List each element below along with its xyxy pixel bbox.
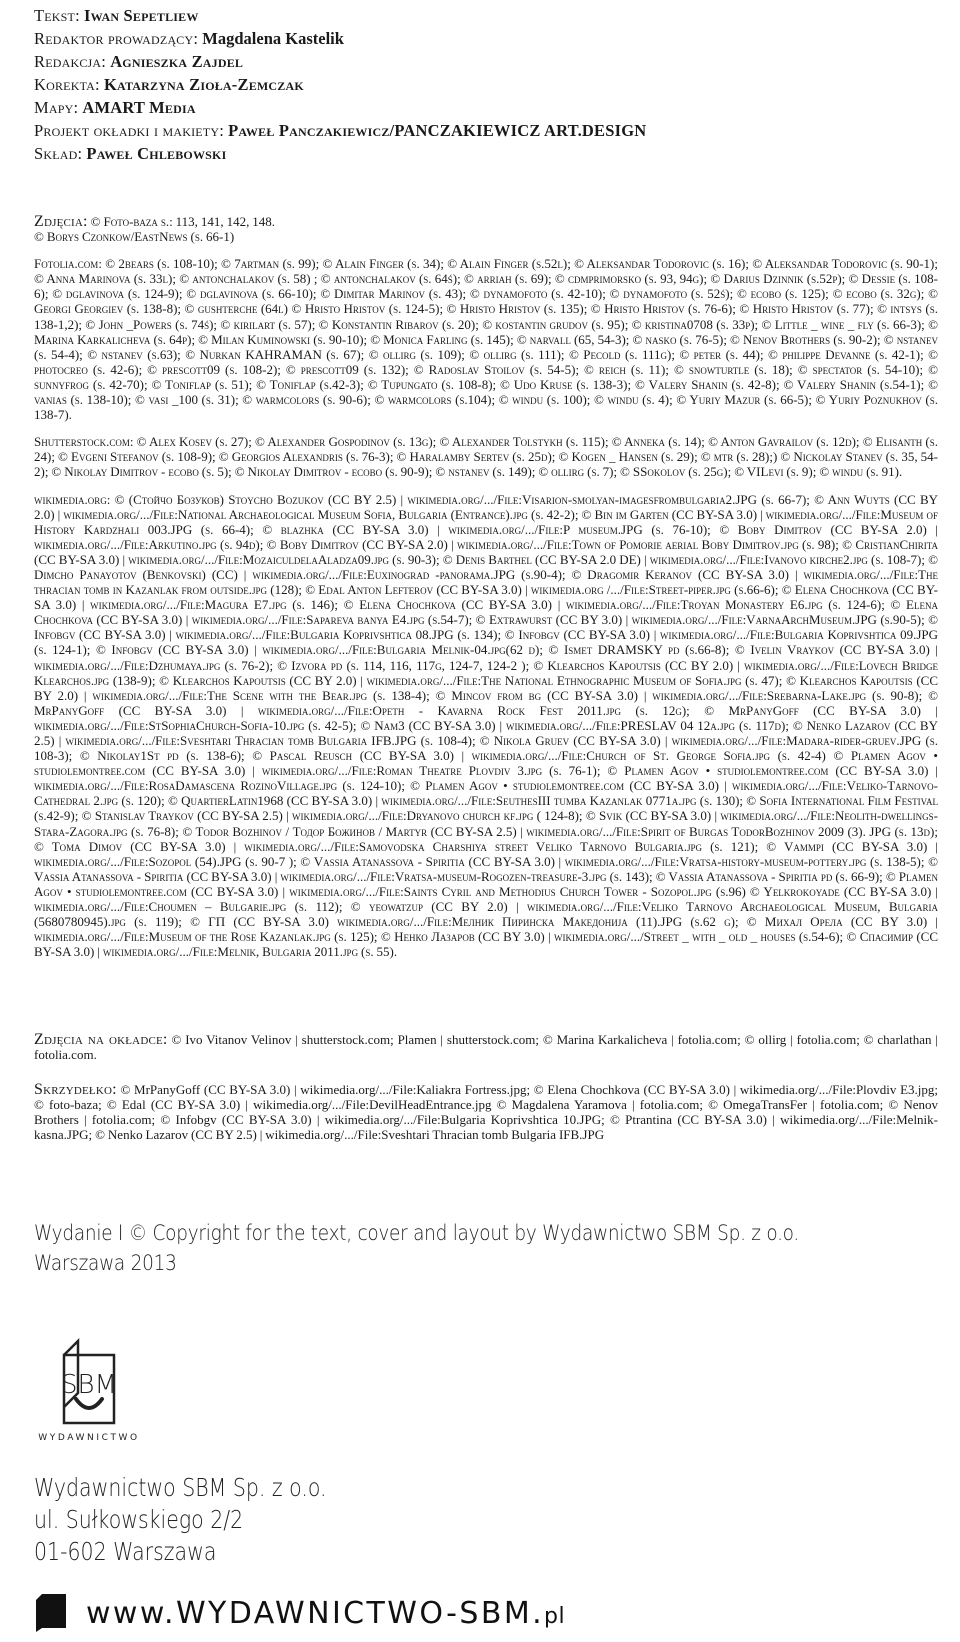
credit-value: Agnieszka Zajdel bbox=[110, 52, 244, 71]
photo-credits-header bbox=[34, 214, 938, 244]
website-url-main: www.WYDAWNICTWO-SBM. bbox=[86, 1596, 545, 1631]
flap-label: Skrzydełko: bbox=[34, 1081, 117, 1098]
credit-label: Projekt okładki i makiety: bbox=[34, 121, 224, 140]
flap-credits bbox=[34, 1082, 938, 1142]
credit-editor bbox=[34, 27, 934, 50]
fotolia-credits: Fotolia.com: © 2bears (s. 108-10); © 7artman (s. 99); © Alain Finger (s. 34); © Alain Finger (s.52l); © Aleksandar Todorovic (s. 16); © Aleksandar Todorovic (s. 90-1); © Anna Marinova (s. 33l); © antonchalakov (s. 58) ; © antonchalakov (s. 64ś); © arriah (s. 69); © cdmprimorsko (s. 93, 94g); © Darius Dzinnik (s.52p); © Dessie (s. 108-6); © dglavinova (s. 124-9); © dglavinova (s. 66-10); © Dimitar Marinov (s. 43); © dynamofoto (s. 42-10); © dynamofoto (s. 52ś); © ecobo (s. 125); © ecobo (s. 32g); © Georgi Georgiev (s. 138-8); © gushterche (64l) © Hristo Hristov (s. 124-5); © Hristo Hristov (s. 135); © Hristo Hristov (s. 76-6); © Hristo Hristov (s. 77); © intsys (s. 138-1,2); © John _Powers (s. 74ś); © kirilart (s. 57); © Konstantin Ribarov (s. 20); © kostantin grudov (s. 95); © kristina0708 (s. 33p); © Little _ wine _ fly (s. 66-3); © Marina Karkalicheva (s. 64p); © Milan Kuminowski (s. 90-10); © Monica Farling (s. 145); © narvall (65, 54-3); © nasko (s. 76-5); © Nenov Brothers (s. 90-2); © nstanev (s. 54-4); © nstanev (s.63); © Nurkan KAHRAMAN (s. 67); © ollirg (s. 109); © ollirg (s. 111); © Pecold (s. 111g); © peter (s. 44); © philippe Devanne (s. 42-1); © photocreo (s. 42-6); © prescott09 (s. 108-2); © prescott09 (s. 132); © Radoslav Stoilov (s. 54-5); © reich (s. 11); © snowturtle (s. 18); © spectator (s. 54-10); © sunnyfrog (s. 42-70); © Toniflap (s. 51); © Toniflap (s.42-3); © Tupungato (s. 108-8); © Udo Kruse (s. 138-3); © Valery Shanin (s. 42-8); © Valery Shanin (s.54-1); © vanias (s. 138-10); © vasi _100 (s. 31); © warmcolors (s. 90-6); © warmcolors (s.104); © windu (s. 100); © windu (s. 4); © Yuriy Mazur (s. 66-5); © Yuriy Poznukhov (s. 138-7). bbox=[34, 256, 938, 423]
credit-label: Korekta: bbox=[34, 75, 100, 94]
cover-photo-credits bbox=[34, 1032, 938, 1062]
website-url[interactable] bbox=[86, 1596, 565, 1631]
credit-value: AMART Media bbox=[82, 98, 196, 117]
credit-label: Redaktor prowadzący: bbox=[34, 29, 199, 48]
credit-proofreading bbox=[34, 73, 934, 96]
book-icon bbox=[34, 1590, 74, 1634]
credit-label: Mapy: bbox=[34, 98, 79, 117]
credit-maps bbox=[34, 96, 934, 119]
fotobaza-credit: © Foto-baza s.: 113, 141, 142, 148. bbox=[90, 214, 276, 229]
publisher-address bbox=[34, 1472, 362, 1568]
street-address: ul. Sułkowskiego 2/2 bbox=[34, 1505, 244, 1534]
flap-text: © MrPanyGoff (CC BY-SA 3.0) | wikimedia.org/.../File:Kaliakra Fortress.jpg; © Elena Chochkova (CC BY-SA 3.0) | wikimedia.org/.../File:Plovdiv E3.jpg; © foto-baza; © Edal (CC BY-SA 3.0) | wikimedia.org/.../File:DevilHeadEntrance.jpg © Magdalena Yaramova | fotolia.com; © OmegaTransFer | fotolia.com; © Nenov Brothers | fotolia.com; © Infobgv (CC BY-SA 3.0) | wikimedia.org/.../File:Bulgaria Koprivshtica 10.JPG; © Ptrantina (CC BY-SA 3.0) | wikimedia.org/.../File:Melnik-kasna.JPG; © Nenko Lazarov (CC BY 2.5) | wikimedia.org/.../File:Sveshtari Thracian tomb Bulgaria IFB.JPG bbox=[34, 1082, 938, 1143]
photo-credits bbox=[34, 214, 938, 959]
logo-mark-text: SBM bbox=[61, 1370, 117, 1400]
cover-photo-label: Zdjęcia na okładce: bbox=[34, 1031, 168, 1048]
credit-typesetting bbox=[34, 142, 934, 165]
sbm-logo-mark bbox=[34, 1337, 146, 1447]
publisher-website[interactable] bbox=[34, 1588, 634, 1636]
credit-label: Skład: bbox=[34, 144, 83, 163]
credit-value: Katarzyna Zioła-Zemczak bbox=[103, 75, 304, 94]
copyright-place-year: Warszawa 2013 bbox=[34, 1251, 177, 1275]
borys-credit: © Borys Czonkow/EastNews (s. 66-1) bbox=[34, 229, 235, 245]
credit-value: Paweł Panczakiewicz/PANCZAKIEWICZ ART.DESIGN bbox=[228, 121, 647, 140]
website-url-tld: pl bbox=[544, 1604, 566, 1629]
credit-label: Redakcja: bbox=[34, 52, 107, 71]
copyright-notice bbox=[34, 1218, 826, 1278]
logo-subtitle: WYDAWNICTWO bbox=[38, 1433, 140, 1443]
publisher-logo bbox=[34, 1337, 146, 1447]
wikimedia-credits: wikimedia.org: © (Стойчо Бозуков) Stoycho Bozukov (CC BY 2.5) | wikimedia.org/.../File:Visarion-smolyan-imagesfrombulgaria2.JPG (s. 66-7); © Ann Wuyts (CC BY 2.0) | wikimedia.org/.../File:National Archaeological Museum Sofia, Bulgaria (Entrance).jpg (s. 42-2); © Bin im Garten (CC BY-SA 3.0) | wikimedia.org/.../File:Museum of History Kardzhali 003.JPG (s. 66-4); © blazhka (CC BY-SA 3.0) | wikimedia.org/.../File:P museum.JPG (s. 76-10); © Boby Dimitrov (CC BY-SA 2.0) | wikimedia.org/.../File:Arkutino.jpg (s. 94d); © Boby Dimitrov (CC BY-SA 2.0) | wikimedia.org/.../File:Town of Pomorie aerial Boby Dimitrov.jpg (s. 98); © CristianChirita (CC BY-SA 3.0) | wikimedia.org/.../File:MozaiculdelaAladza09.jpg (s. 90-3); © Denis Barthel (CC BY-SA 2.0 DE) | wikimedia.org/.../File:Ivanovo kirche2.jpg (s. 108-7); © Dimcho Panayotov (Benkovski) (CC) | wikimedia.org/.../File:Euxinograd -panorama.JPG (s.90-4); © Dragomir Keranov (CC BY-SA 3.0) | wikimedia.org/.../File:The thracian tomb in Kazanlak from outside.jpg (128); © Edal Anton Lefterov (CC BY-SA 3.0) | wikimedia.org /.../File:Street-piper.jpg (s.66-6); © Elena Chochkova (CC BY-SA 3.0) | wikimedia.org/.../File:Magura E7.jpg (s. 146); © Elena Chochkova (CC BY-SA 3.0) | wikimedia.org/.../File:Troyan Monastery E6.jpg (s. 124-6); © Elena Chochkova (CC BY-SA 3.0) | wikimedia.org/.../File:Sapareva banya E4.jpg (s.54-7); © Extrawurst (CC BY 3.0) | wikimedia.org/.../File:VarnaArchMuseum.JPG (s.90-5); © Infobgv (CC BY-SA 3.0) | wikimedia.org/.../File:Bulgaria Koprivshtica 08.JPG (s. 134); © Infobgv (CC BY-SA 3.0) | wikimedia.org/.../File:Bulgaria Koprivshtica 09.JPG (s. 124-1); © Infobgv (CC BY-SA 3.0) | wikimedia.org/.../File:Bulgaria Melnik-04.jpg(62 d); © Ismet DRAMSKY pd (s.66-8); © Ivelin Vraykov (CC BY-SA 3.0) | wikimedia.org/.../File:Dzhumaya.jpg (s. 76-2); © Izvora pd (s. 114, 116, 117g, 124-7, 124-2 ); © Klearchos Kapoutsis (CC BY 2.0) | wikimedia.org/.../File:Lovech Bridge Klearchos.jpg (138-9); © Klearchos Kapoutsis (CC BY 2.0) | wikimedia.org/.../File:The National Ethnographic Museum of Sofia.jpg (s. 47); © Klearchos Kapoutsis (CC BY 2.0) | wikimedia.org/.../File:The Scene with the Bear.jpg (s. 138-4); © Mincov from bg (CC BY-SA 3.0) | wikimedia.org/.../File:Srebarna-Lake.jpg (s. 90-8); © MrPanyGoff (CC BY-SA 3.0) | wikimedia.org/.../File:Opeth - Kavarna Rock Fest 2011.jpg (s. 12g); © MrPanyGoff (CC BY-SA 3.0) | wikimedia.org/.../File:StSophiaChurch-Sofia-10.jpg (s. 42-5); © Nam3 (CC BY-SA 3.0) | wikimedia.org/.../File:PRESLAV 04 12a.jpg (s. 117d); © Nenko Lazarov (CC BY 2.5) | wikimedia.org/.../File:Sveshtari Thracian tomb Bulgaria IFB.JPG (s. 108-4); © Nikola Gruev (CC BY-SA 3.0) | wikimedia.org/.../File:Madara-rider-gruev.JPG (s. 108-3); © Nikolay1St pd (s. 138-6); © Pascal Reusch (CC BY-SA 3.0) | wikimedia.org/.../File:Church of St. George Sofia.jpg (s. 42-4) © Plamen Agov • studiolemontree.com (CC BY-SA 3.0) | wikimedia.org/.../File:Roman Theatre Plovdiv 3.jpg (s. 76-1); © Plamen Agov • studiolemontree.com (CC BY-SA 3.0) | wikimedia.org/.../File:RosaDamascena RozinoVillage.jpg (s. 124-10); © Plamen Agov • studiolemontree.com (CC BY-SA 3.0) | wikimedia.org/.../File:Veliko-Tarnovo-Cathedral 2.jpg (s. 120); © QuartierLatin1968 (CC BY-SA 3.0) | wikimedia.org/.../File:SeuthesIII tumba Kazanlak 0771a.jpg (s. 130); © Sofia International Film Festival (s.42-9); © Stanislav Traykov (CC BY-SA 2.5) | wikimedia.org/.../File:Dryanovo church kf.jpg ( 124-8); © Svik (CC BY-SA 3.0) | wikimedia.org/.../File:Neolith-dwellings-Stara-Zagora.jpg (s. 76-8); © Todor Bozhinov / Тодор Божинов / Martyr (CC BY-SA 2.5) | wikimedia.org/.../File:Spirit of Burgas TodorBozhinov 2009 (3). JPG (s. 13d); © Toma Dimov (CC BY-SA 3.0) | wikimedia.org/.../File:Samovodska Charshiya street Veliko Tarnovo Bulgaria.jpg (s. 121); © Vammpi (CC BY-SA 3.0) | wikimedia.org/.../File:Sozopol (54).JPG (s. 90-7 ); © Vassia Atanassova - Spiritia (CC BY-SA 3.0) | wikimedia.org/.../File:Vratsa-history-museum-pottery.jpg (s. 138-5); © Vassia Atanassova - Spiritia (CC BY-SA 3.0) | wikimedia.org/.../File:Vratsa-museum-Rogozen-treasure-3.jpg (s. 143); © Vassia Atanassova - Spiritia pd (s. 66-9); © Plamen Agov • studiolemontree.com (CC BY-SA 3.0) | wikimedia.org/.../File:Saints Cyril and Methodius Church Tower - Sozopol.jpg (s.96) © Yelkrokoyade (CC BY-SA 3.0) | wikimedia.org/.../File:Choumen – Bulgarie.jpg (s. 112); © yeowatzup (CC BY 2.0) | wikimedia.org/.../File:Veliko Tarnovo Archaeological Museum, Bulgaria (5680780945).jpg (s. 119); © ГП (CC BY-SA 3.0) wikimedia.org/.../File:Мелник Пиринска Македонија (11).JPG (s.62 g); © Михал Орела (CC BY 3.0) | wikimedia.org/.../File:Museum of the Rose Kazanlak.jpg (s. 125); © Ненко Лазаров (CC BY 3.0) | wikimedia.org/.../Street _ with _ old _ houses (s.54-6); © Спасимир (CC BY-SA 3.0) | wikimedia.org/.../File:Melnik, Bulgaria 2011.jpg (s. 55). bbox=[34, 491, 938, 960]
credit-value: Magdalena Kastelik bbox=[202, 29, 344, 48]
credit-value: Paweł Chlebowski bbox=[86, 144, 227, 163]
shutterstock-credits: Shutterstock.com: © Alex Kosev (s. 27); © Alexander Gospodinov (s. 13g); © Alexander Tolstykh (s. 115); © Anneka (s. 14); © Anton Gavrailov (s. 12d); © Elisanth (s. 24); © Evgeni Stefanov (s. 108-9); © Georgios Alexandris (s. 76-3); © Haralamby Sertev (s. 25d); © Kogen _ Hansen (s. 29); © mtr (s. 28);) © Nickolay Stanev (s. 35, 54-2); © Nikolay Dimitrov - ecobo (s. 5); © Nikolay Dimitrov - ecobo (s. 90-9); © nstanev (s. 149); © ollirg (s. 7); © SSokolov (s. 25g); © VILevi (s. 9); © windu (s. 91). bbox=[34, 434, 938, 480]
credit-text bbox=[34, 4, 934, 27]
copyright-line: Wydanie I © Copyright for the text, cover and layout by Wydawnictwo SBM Sp. z o.o. bbox=[34, 1221, 800, 1245]
credit-redaction bbox=[34, 50, 934, 73]
photo-credits-label: Zdjęcia: bbox=[34, 213, 88, 230]
credits-block bbox=[34, 4, 934, 165]
credit-design bbox=[34, 119, 934, 142]
postal-city: 01-602 Warszawa bbox=[34, 1537, 217, 1566]
cover-photo-text: © Ivo Vitanov Velinov | shutterstock.com; Plamen | shutterstock.com; © Marina Karkalicheva | fotolia.com; © ollirg | fotolia.com; © charlathan | fotolia.com. bbox=[34, 1032, 938, 1063]
credit-label: Tekst: bbox=[34, 6, 80, 25]
publisher-name: Wydawnictwo SBM Sp. z o.o. bbox=[34, 1473, 327, 1502]
credit-value: Iwan Sepetliew bbox=[84, 6, 199, 25]
